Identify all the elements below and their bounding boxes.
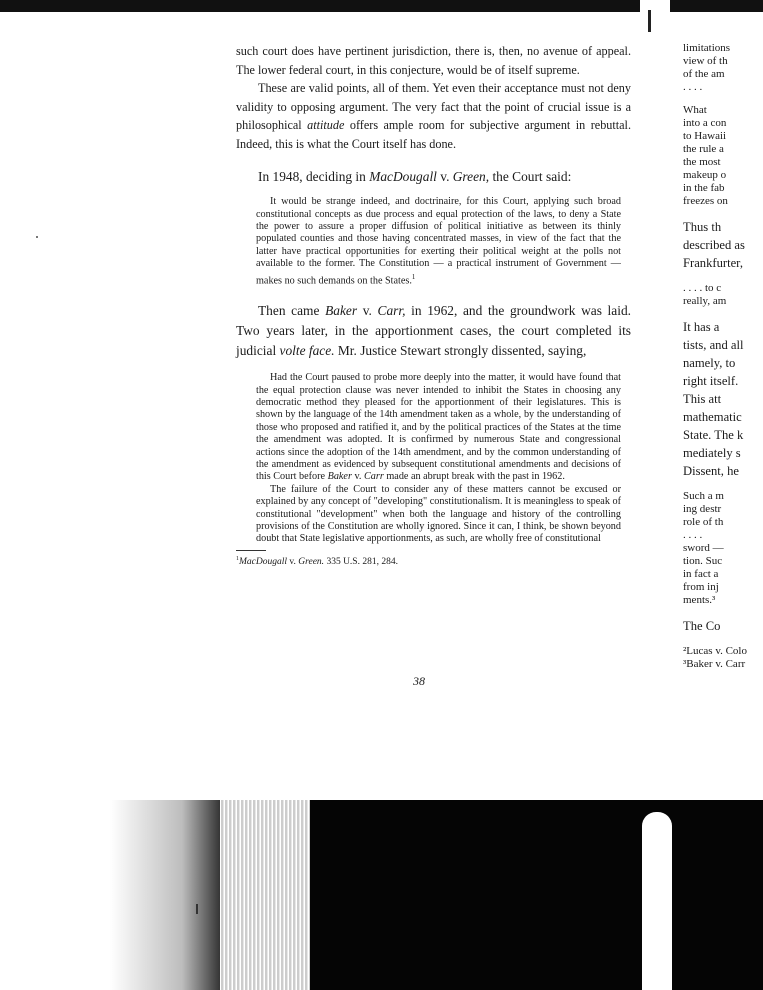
right-page-line: in the fab [683, 182, 725, 194]
right-page-line: It has a [683, 320, 720, 334]
right-page-line: State. The k [683, 428, 744, 442]
right-page-line [683, 308, 763, 318]
right-page-line: limitations [683, 42, 731, 54]
right-page-line: view of th [683, 55, 728, 67]
right-page-line: really, am [683, 295, 727, 307]
right-page-line: . . . . [683, 529, 703, 541]
right-page-line: described as [683, 238, 745, 252]
footnote-1: $^1$MacDougall v. Green. 335 U.S. 281, 284. [236, 555, 398, 568]
block-quote-stewart: Had the Court paused to probe more deeply into the matter, it would have found that the equal protection clause was never intended to inhibit the States in choosing any democratic method they pleased for the apportionment of their legislatures. This is shown by the language of the 14th amendment taken as a whole, by the understanding of those who proposed and ratified it, and by the political practices of the States at the time the amendment was adopted. It is confirmed by numerous State and congressional actions since the adoption of the 14th amendment, and by the common understanding of the amendment as evidenced by subsequent constitutional amendments and decisions of this Court before Baker v. Carr made an abrupt break with the past in 1962. The failure of the Court to consider any of these matters cannot be excused or explained by any concept of "developing" constitutionalism. It is meaningless to speak of constitutional "development" when both the language and history of the controlling provisions of the Constitution are wholly ignored. Since it can, I think, be shown beyond doubt that State legislative apportionments, as such, are wholly free of constitutional [256, 372, 621, 545]
right-page-line: ments.³ [683, 594, 716, 606]
right-page-fragment [683, 42, 763, 671]
footnote-ref: 1 [411, 272, 416, 281]
scan-speck [36, 236, 38, 238]
right-page-line: from inj [683, 581, 719, 593]
right-page-line: . . . . to c [683, 282, 722, 294]
right-page-line [683, 94, 763, 104]
right-page-line: Thus th [683, 220, 722, 234]
left-page-text [236, 42, 631, 568]
book-gutter-gap [640, 0, 670, 30]
right-page-line: tists, and all [683, 338, 744, 352]
right-page-line: freezes on [683, 195, 728, 207]
footnote-rule [236, 550, 266, 551]
right-page-line: What [683, 104, 707, 116]
right-page-line: in fact a [683, 568, 719, 580]
page-number: 38 [413, 674, 425, 688]
right-page-line: tion. Suc [683, 555, 723, 567]
book-spine-mark [648, 10, 651, 32]
right-page-line [683, 480, 763, 490]
paragraph-2: These are valid points, all of them. Yet even their acceptance must not deny validity to opposing argument. The very fact that the point of crucial issue is a philosophical attitude offers ample room for subjective argument in rebuttal. Indeed, this is what the Court itself has done. [236, 81, 631, 151]
right-page-line: to Hawaii [683, 130, 727, 142]
right-page-line: The Co [683, 619, 721, 633]
right-page-line: role of th [683, 516, 724, 528]
right-page-line [683, 607, 763, 617]
right-page-line: Such a m [683, 490, 724, 502]
book-gutter-notch [642, 812, 672, 990]
right-page-line: the rule a [683, 143, 724, 155]
paragraph-4: Then came Baker v. Carr, in 1962, and the groundwork was laid. Two years later, in the apportionment cases, the court completed its judicial volte face. Mr. Justice Stewart strongly dissented, saying, [236, 303, 631, 358]
right-page-line: namely, to [683, 356, 736, 370]
right-page-line: into a con [683, 117, 727, 129]
right-page-line: This att [683, 392, 722, 406]
scan-noise [220, 800, 310, 990]
right-page-line [683, 635, 763, 645]
right-page-line [683, 272, 763, 282]
right-page-line: mediately s [683, 446, 741, 460]
right-page-line: makeup o [683, 169, 727, 181]
right-page-line: right itself. [683, 374, 739, 388]
right-page-line: Frankfurter, [683, 256, 743, 270]
right-page-line: the most [683, 156, 721, 168]
block-quote-macdougall: It would be strange indeed, and doctrinaire, for this Court, applying such broad constitutional concepts as due process and equal protection of the laws, to deny a State the power to assure a proper diffusion of political initiative as between its thinly populated counties and those having concentrated masses, in view of the fact that the latter have practical opportunities for exerting their political weight at the polls not available to the former. The Constitution — a practical instrument of Government — makes no such demands on the States.$^1$ [256, 196, 621, 286]
right-page-line: ²Lucas v. Colo [683, 645, 747, 657]
block-quote-stewart-2: The failure of the Court to consider any of these matters cannot be excused or explained by any concept of "developing" constitutionalism. It is meaningless to speak of constitutional "development" when both the language and history of the controlling provisions of the Constitution are wholly ignored. Since it can, I think, be shown beyond doubt that State legislative apportionments, as such, are wholly free of constitutional [256, 483, 621, 545]
right-page-line: . . . . [683, 81, 703, 93]
scan-mark [196, 904, 198, 914]
right-page-line: sword — [683, 542, 724, 554]
right-page-line: ³Baker v. Carr [683, 658, 746, 670]
paragraph-1: such court does have pertinent jurisdiction, there is, then, no avenue of appeal. The lower federal court, in this conjecture, would be of itself supreme. [236, 44, 631, 77]
right-page-line: Dissent, he [683, 464, 739, 478]
scan-edge-gradient [110, 800, 230, 990]
paragraph-3: In 1948, deciding in MacDougall v. Green, the Court said: [258, 168, 572, 184]
right-page-line: ing destr [683, 503, 722, 515]
emphasis-attitude: attitude [307, 118, 345, 133]
right-page-line: mathematic [683, 410, 742, 424]
right-page-line [683, 208, 763, 218]
right-page-line: of the am [683, 68, 725, 80]
